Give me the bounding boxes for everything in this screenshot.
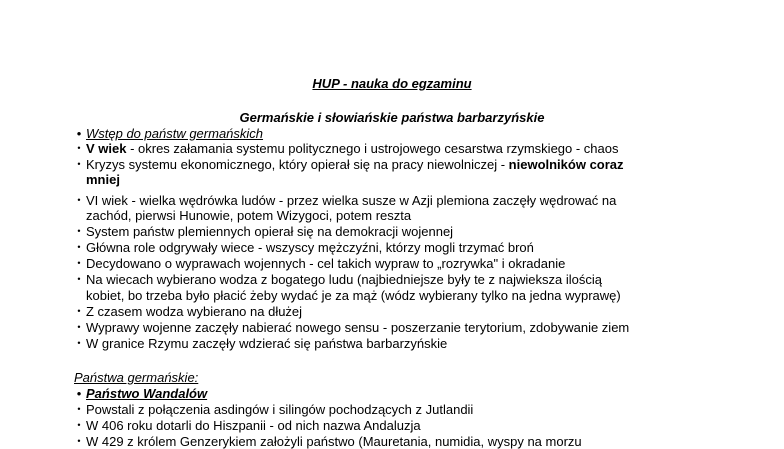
list-item: Z czasem wodza wybierano na dłużej bbox=[86, 304, 303, 319]
list-item bbox=[86, 141, 619, 156]
list-item-text: Kryzys systemu ekonomicznego, który opierał się na pracy niewolniczej - bbox=[86, 157, 509, 172]
bullet-marker: • bbox=[77, 306, 81, 316]
bullet-marker: • bbox=[77, 226, 81, 236]
bullet-marker: • bbox=[76, 386, 82, 401]
bullet-marker: • bbox=[77, 404, 81, 414]
list-item-continuation: mniej bbox=[86, 172, 120, 187]
list-item-bold: V wiek bbox=[86, 141, 127, 156]
sub-heading-vandals: Państwo Wandalów bbox=[86, 386, 208, 401]
bullet-marker: • bbox=[77, 274, 81, 284]
bullet-marker: • bbox=[76, 126, 82, 141]
list-item: Powstali z połączenia asdingów i silingów pochodzących z Jutlandii bbox=[86, 402, 474, 417]
bullet-marker: • bbox=[77, 338, 81, 348]
list-item: VI wiek - wielka wędrówka ludów - przez wielka susze w Azji plemiona zaczęły wędrować na bbox=[86, 193, 617, 208]
document-title: HUP - nauka do egzaminu bbox=[312, 76, 472, 91]
list-item bbox=[86, 157, 624, 172]
bullet-marker: • bbox=[77, 159, 81, 169]
section-heading-intro: Wstęp do państw germańskich bbox=[86, 126, 264, 141]
list-item: Decydowano o wyprawach wojennych - cel takich wypraw to „rozrywka" i okradanie bbox=[86, 256, 566, 271]
document-subtitle: Germańskie i słowiańskie państwa barbarzyńskie bbox=[239, 110, 545, 125]
bullet-marker: • bbox=[77, 420, 81, 430]
list-item: W 429 z królem Genzerykiem założyli państwo (Mauretania, numidia, wyspy na morzu bbox=[86, 434, 582, 449]
list-item: System państw plemiennych opierał się na demokracji wojennej bbox=[86, 224, 454, 239]
list-item: W granice Rzymu zaczęły wdzierać się państwa barbarzyńskie bbox=[86, 336, 448, 351]
list-item-text: - okres załamania systemu politycznego i ustrojowego cesarstwa rzymskiego - chaos bbox=[126, 141, 619, 156]
section-heading-germanic: Państwa germańskie: bbox=[74, 370, 199, 385]
list-item: Na wiecach wybierano wodza z bogatego ludu (najbiedniejsze były te z najwieksza ilością bbox=[86, 272, 602, 287]
bullet-marker: • bbox=[77, 436, 81, 446]
bullet-marker: • bbox=[77, 143, 81, 153]
bullet-marker: • bbox=[77, 322, 81, 332]
list-item-bold: niewolników coraz bbox=[508, 157, 624, 172]
bullet-marker: • bbox=[77, 242, 81, 252]
list-item-continuation: kobiet, bo trzeba było płacić żeby wydać je za mąż (wódz wybierany tylko na jedna wyprawę) bbox=[86, 288, 621, 303]
list-item: Główna role odgrywały wiece - wszyscy mężczyźni, którzy mogli trzymać broń bbox=[86, 240, 534, 255]
list-item-continuation: zachód, pierwsi Hunowie, potem Wizygoci, potem reszta bbox=[86, 208, 412, 223]
bullet-marker: • bbox=[77, 258, 81, 268]
list-item: W 406 roku dotarli do Hiszpanii - od nich nazwa Andaluzja bbox=[86, 418, 421, 433]
bullet-marker: • bbox=[77, 195, 81, 205]
list-item: Wyprawy wojenne zaczęły nabierać nowego sensu - poszerzanie terytorium, zdobywanie ziem bbox=[86, 320, 630, 335]
